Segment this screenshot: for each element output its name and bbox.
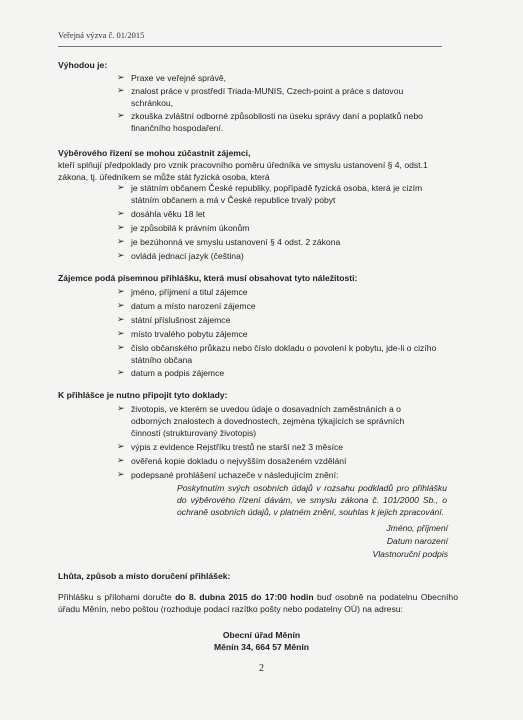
arrow-bullet-icon: ➢ (117, 456, 125, 466)
list-item: ➢ dosáhla věku 18 let (117, 209, 206, 219)
arrow-bullet-icon: ➢ (117, 404, 125, 414)
list-item: ➢ znalost práce v prostředí Triada-MUNIS, Czech-point a práce s datovou schránkou, (117, 86, 404, 108)
signature-birthdate-field: Datum narození (386, 536, 448, 546)
arrow-bullet-icon: ➢ (117, 301, 125, 311)
arrow-bullet-icon: ➢ (117, 470, 125, 480)
application-heading: Zájemce podá písemnou přihlášku, která musí obsahovat tyto náležitosti: (58, 273, 358, 283)
list-item: ➢ životopis, ve kterém se uvedou údaje o dosavadních zaměstnáních a o odborných znalostech a dovednostech, zejména týkajících se správních činností (strukturovaný životopis) (117, 404, 405, 438)
consent-declaration: Poskytnutím svých osobních údajů v rozsahu podkladů pro přihlášku do výběrového řízení dávám, ve smyslu zákona č. 101/2000 Sb., o ochraně osobních údajů, v platném znění, souhlas k jejich zpracování. (177, 483, 447, 517)
list-item: ➢ ovládá jednací jazyk (čeština) (117, 251, 244, 261)
list-item: ➢ jméno, příjmení a titul zájemce (117, 287, 248, 297)
list-item: ➢ datum a místo narození zájemce (117, 301, 256, 311)
eligibility-heading: Výběrového řízení se mohou zúčastnit zájemci, (58, 148, 251, 158)
arrow-bullet-icon: ➢ (117, 368, 125, 378)
list-item: ➢ Praxe ve veřejné správě, (117, 73, 227, 83)
header-rule (58, 46, 442, 47)
arrow-bullet-icon: ➢ (117, 442, 125, 452)
address-line1: Obecní úřad Měnín (222, 630, 301, 640)
arrow-bullet-icon: ➢ (117, 111, 125, 121)
list-item: ➢ místo trvalého pobytu zájemce (117, 329, 248, 339)
list-item: ➢ ověřená kopie dokladu o nejvyšším dosaženém vzdělání (117, 456, 347, 466)
advantages-heading: Výhodou je: (58, 60, 108, 70)
attachments-heading: K přihlášce je nutno připojit tyto doklady: (58, 390, 228, 400)
list-item: ➢ podepsané prohlášení uchazeče v následujícím znění: (117, 470, 339, 480)
arrow-bullet-icon: ➢ (117, 329, 125, 339)
arrow-bullet-icon: ➢ (117, 223, 125, 233)
arrow-bullet-icon: ➢ (117, 86, 125, 96)
arrow-bullet-icon: ➢ (117, 287, 125, 297)
eligibility-intro-line2: zákona, tj. úředníkem se může stát fyzická osoba, která (58, 172, 270, 182)
deadline-date: do 8. dubna 2015 do 17:00 hodin (175, 592, 314, 602)
list-item: ➢ zkouška zvláštní odborné způsobilosti na úseku správy daní a poplatků nebo finančního hospodaření. (117, 111, 423, 133)
list-item: ➢ datum a podpis zájemce (117, 368, 225, 378)
signature-name-field: Jméno, příjmení (386, 523, 448, 533)
list-item: ➢ je způsobilá k právním úkonům (117, 223, 250, 233)
list-item: ➢ výpis z evidence Rejstříku trestů ne starší než 3 měsíce (117, 442, 344, 452)
list-item: ➢ je bezúhonná ve smyslu ustanovení § 4 odst. 2 zákona (117, 237, 341, 247)
arrow-bullet-icon: ➢ (117, 251, 125, 261)
document-header: Veřejná výzva č. 01/2015 (58, 30, 145, 40)
page-number: 2 (259, 663, 264, 674)
arrow-bullet-icon: ➢ (117, 73, 125, 83)
deadline-heading: Lhůta, způsob a místo doručení přihlášek: (58, 571, 231, 581)
eligibility-intro-line1: kteří splňují předpoklady pro vznik pracovního poměru úředníka ve smyslu ustanovení § 4, odst.1 (58, 160, 428, 170)
deadline-paragraph: Přihlášku s přílohami doručte do 8. dubna 2015 do 17:00 hodin buď osobně na podatelnu Obecního úřadu Měnín, nebo poštou (rozhoduje podací razítko pošty nebo podatelny OÚ) na adresu: (58, 592, 458, 614)
list-item: ➢ číslo občanského průkazu nebo číslo dokladu o povolení k pobytu, jde-li o cizího státního občana (117, 343, 437, 365)
arrow-bullet-icon: ➢ (117, 237, 125, 247)
arrow-bullet-icon: ➢ (117, 209, 125, 219)
list-item: ➢ je státním občanem České republiky, popřípadě fyzická osoba, která je cizím státním občanem a má v České republice trvalý pobyt (117, 183, 423, 205)
address-line2: Měnín 34, 664 57 Měnín (213, 642, 310, 652)
arrow-bullet-icon: ➢ (117, 315, 125, 325)
list-item: ➢ státní příslušnost zájemce (117, 315, 231, 325)
arrow-bullet-icon: ➢ (117, 343, 125, 353)
arrow-bullet-icon: ➢ (117, 183, 125, 193)
signature-sign-field: Vlastnoruční podpis (372, 549, 448, 559)
